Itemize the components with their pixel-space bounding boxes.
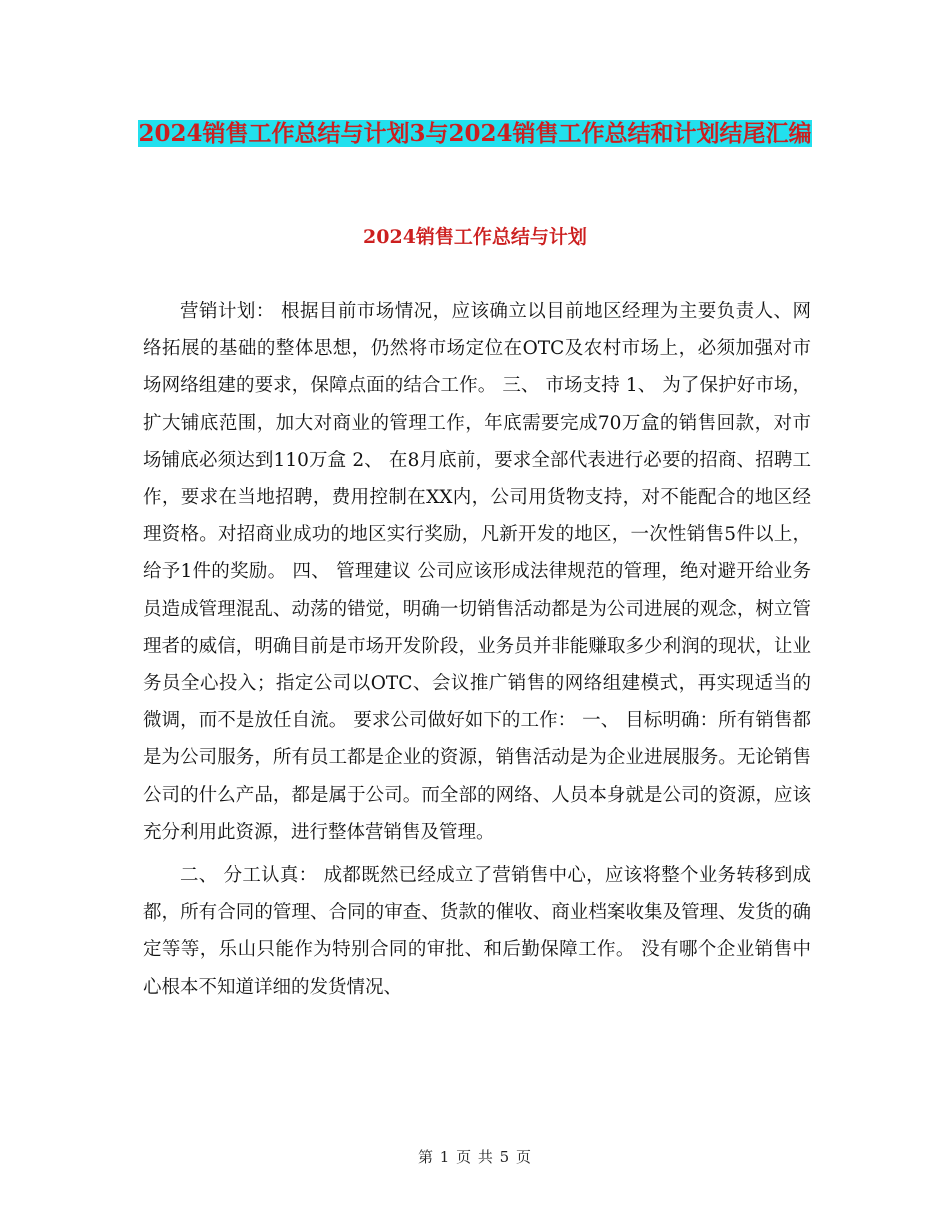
body-paragraph: 二、 分工认真： 成都既然已经成立了营销售中心，应该将整个业务转移到成都，所有合同的管理、合同的审查、货款的催收、商业档案收集及管理、发货的确定等等，乐山只能作为特别合同的审批、和后勤保障工作。 没有哪个企业销售中心根本不知道详细的发货情况、 [143,865,811,998]
page-number-footer: 第 1 页 共 5 页 [418,1148,532,1166]
document-title-text: 2024销售工作总结与计划3与2024销售工作总结和计划结尾汇编 [138,120,812,147]
section-title: 2024销售工作总结与计划 [363,226,587,248]
document-title [100,112,850,156]
document-body [143,293,811,1006]
body-paragraph: 营销计划： 根据目前市场情况，应该确立以目前地区经理为主要负责人、网络拓展的基础的整体思想，仍然将市场定位在OTC及农村市场上，必须加强对市场网络组建的要求，保障点面的结合工作。 三、 市场支持 1、 为了保护好市场，扩大铺底范围，加大对商业的管理工作，年底需要完成70万盒的销售回款，对市场铺底必须达到110万盒 2、 在8月底前，要求全部代表进行必要的招商、招聘工作，要求在当地招聘，费用控制在XX内，公司用货物支持，对不能配合的地区经理资格。对招商业成功的地区实行奖励，凡新开发的地区，一次性销售5件以上，给予1件的奖励。 四、 管理建议 公司应该形成法律规范的管理，绝对避开给业务员造成管理混乱、动荡的错觉，明确一切销售活动都是为公司进展的观念，树立管理者的威信，明确目前是市场开发阶段，业务员并非能赚取多少利润的现状，让业务员全心投入；指定公司以OTC、会议推广销售的网络组建模式，再实现适当的微调，而不是放任自流。 要求公司做好如下的工作： 一、 目标明确：所有销售都是为公司服务，所有员工都是企业的资源，销售活动是为企业进展服务。无论销售公司的什么产品，都是属于公司。而全部的网络、人员本身就是公司的资源，应该充分利用此资源，进行整体营销售及管理。 [143,301,811,843]
